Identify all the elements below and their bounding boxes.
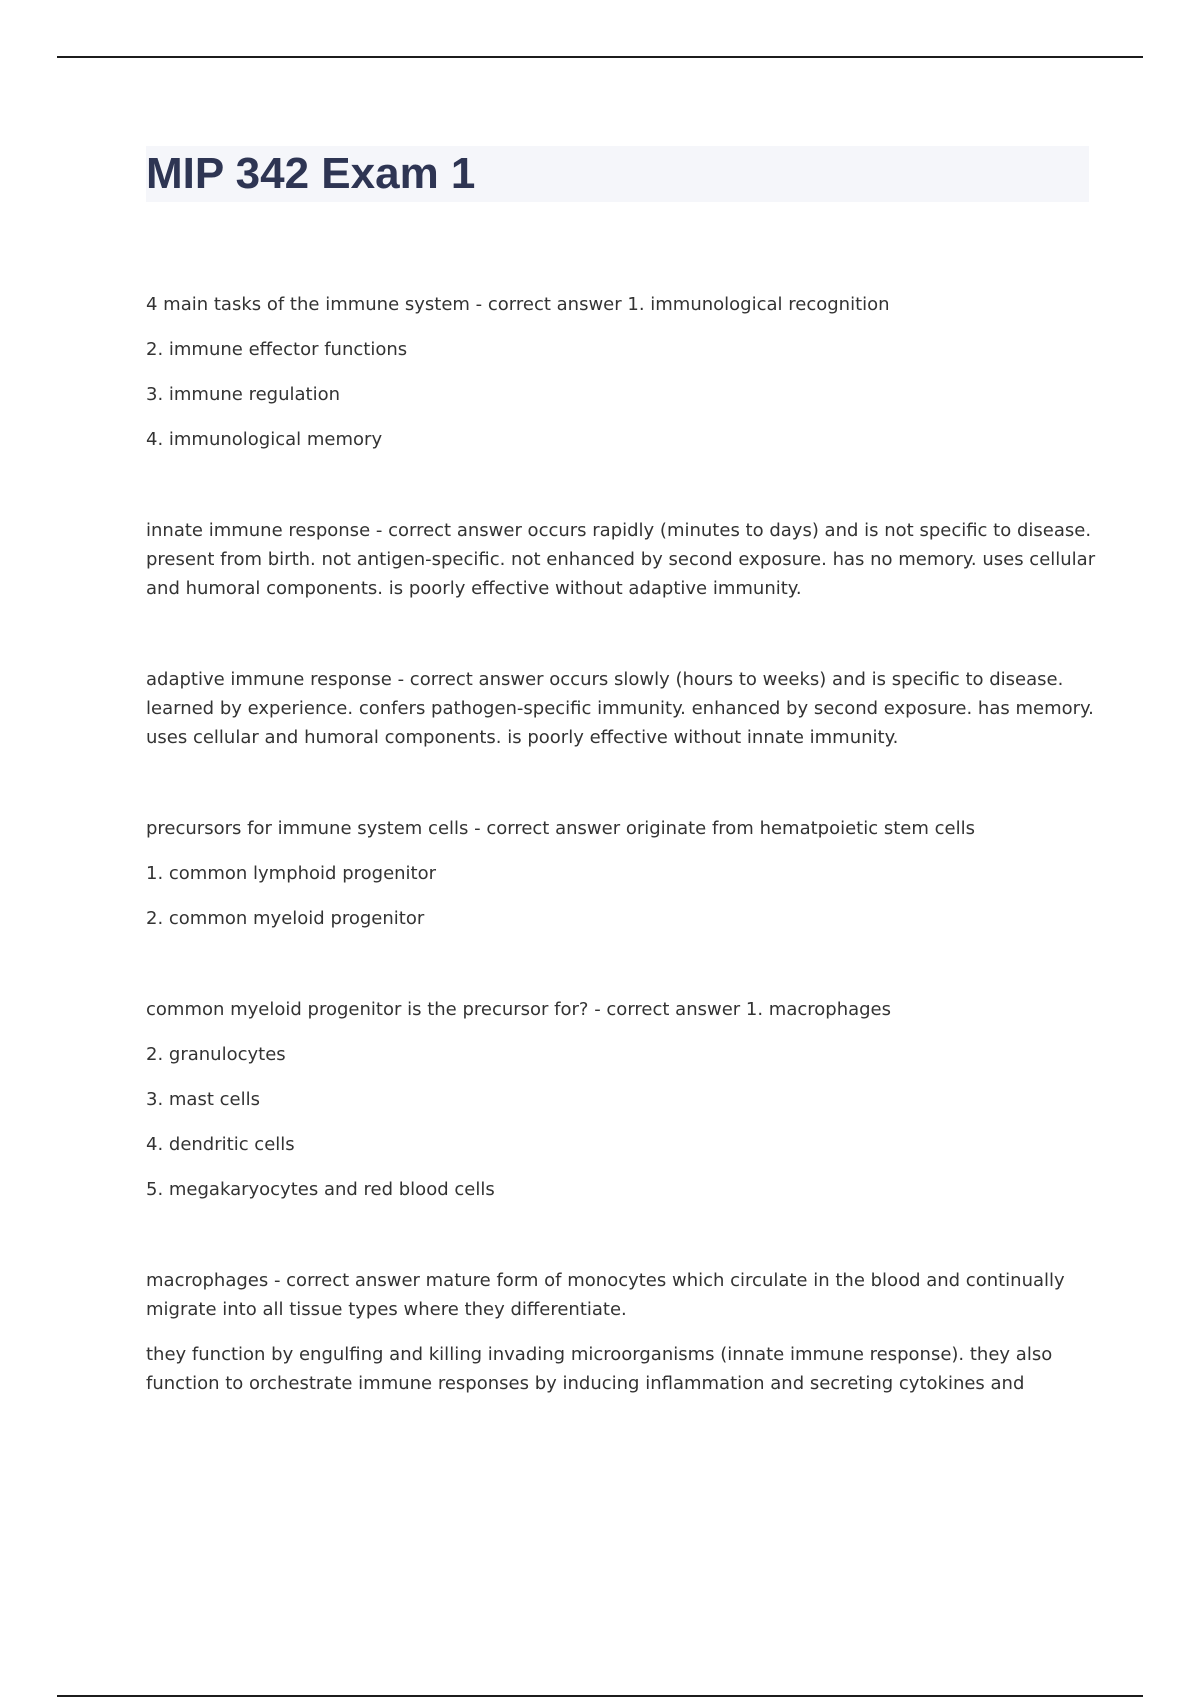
qa-line: precursors for immune system cells - correct answer originate from hematpoietic stem cells xyxy=(146,818,975,839)
qa-line: macrophages - correct answer mature form of monocytes which circulate in the blood and continually migrate into all tissue types where they differentiate. xyxy=(146,1270,1065,1320)
qa-item-macrophages xyxy=(146,1266,1096,1398)
qa-line: 1. common lymphoid progenitor xyxy=(146,863,437,884)
qa-item-adaptive-response xyxy=(146,665,1096,752)
qa-item-innate-response xyxy=(146,516,1096,603)
qa-line: 4 main tasks of the immune system - correct answer 1. immunological recognition xyxy=(146,294,890,315)
qa-line: 5. megakaryocytes and red blood cells xyxy=(146,1179,495,1200)
qa-item-precursors xyxy=(146,814,1096,933)
flashcard-list xyxy=(146,290,1096,1460)
document-title: MIP 342 Exam 1 xyxy=(146,149,476,198)
qa-line: 2. common myeloid progenitor xyxy=(146,908,425,929)
qa-item-immune-tasks xyxy=(146,290,1096,454)
qa-line: innate immune response - correct answer occurs rapidly (minutes to days) and is not specific to disease. present from birth. not antigen-specific. not enhanced by second exposure. has no memory. uses cellular and humoral components. is poorly effective without adaptive immunity. xyxy=(146,520,1096,599)
qa-line: 3. immune regulation xyxy=(146,384,341,405)
qa-line: 2. immune effector functions xyxy=(146,339,408,360)
bottom-rule xyxy=(57,1695,1143,1697)
qa-item-myeloid-progenitor xyxy=(146,995,1096,1204)
qa-line: 4. dendritic cells xyxy=(146,1134,295,1155)
top-rule xyxy=(57,56,1143,58)
qa-line: common myeloid progenitor is the precursor for? - correct answer 1. macrophages xyxy=(146,999,892,1020)
qa-line: they function by engulfing and killing invading microorganisms (innate immune response). they also function to orchestrate immune responses by inducing inflammation and secreting cytokines and xyxy=(146,1344,1053,1394)
qa-line: 2. granulocytes xyxy=(146,1044,286,1065)
qa-line: 4. immunological memory xyxy=(146,429,383,450)
qa-line: 3. mast cells xyxy=(146,1089,260,1110)
qa-line: adaptive immune response - correct answer occurs slowly (hours to weeks) and is specific to disease. learned by experience. confers pathogen-specific immunity. enhanced by second exposure. has memory. uses cellular and humoral components. is poorly effective without innate immunity. xyxy=(146,669,1094,748)
